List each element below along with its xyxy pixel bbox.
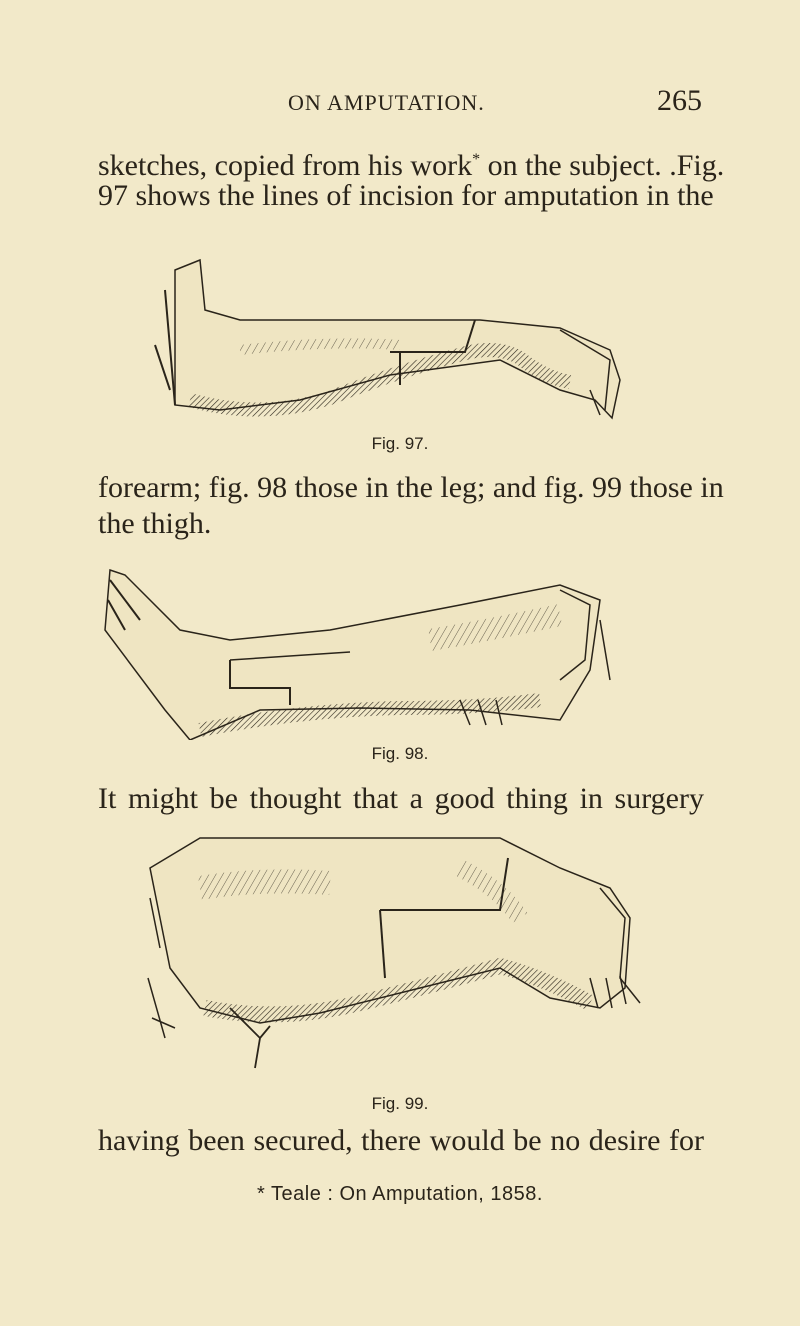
- body-line: forearm; fig. 98 those in the leg; and fig. 99 those in: [98, 471, 724, 504]
- figure-98: [0, 560, 800, 740]
- body-line: 97 shows the lines of incision for amputation in the: [98, 179, 714, 212]
- figure-97-caption: Fig. 97.: [371, 434, 429, 453]
- running-title: ON AMPUTATION.: [288, 90, 485, 115]
- figure-98-caption: Fig. 98.: [371, 744, 429, 763]
- footnote-mark: *: [472, 151, 481, 168]
- body-text: sketches, copied from his work: [98, 149, 473, 182]
- figure-99-caption: Fig. 99.: [371, 1094, 429, 1113]
- thigh-illustration: [0, 828, 800, 1073]
- body-line: the thigh.: [98, 507, 212, 540]
- figure-97: [0, 250, 800, 430]
- footnote: * Teale : On Amputation, 1858.: [257, 1183, 543, 1205]
- leg-illustration: [0, 560, 800, 740]
- figure-99: [0, 828, 800, 1073]
- forearm-illustration: [0, 250, 800, 430]
- page-number: 265: [657, 84, 702, 117]
- body-line: having been secured, there would be no desire for: [98, 1124, 704, 1157]
- forearm-shape: [175, 260, 620, 418]
- body-line: It might be thought that a good thing in surgery: [98, 782, 704, 815]
- body-text: on the subject. .Fig.: [480, 149, 725, 182]
- page-header: [0, 84, 800, 128]
